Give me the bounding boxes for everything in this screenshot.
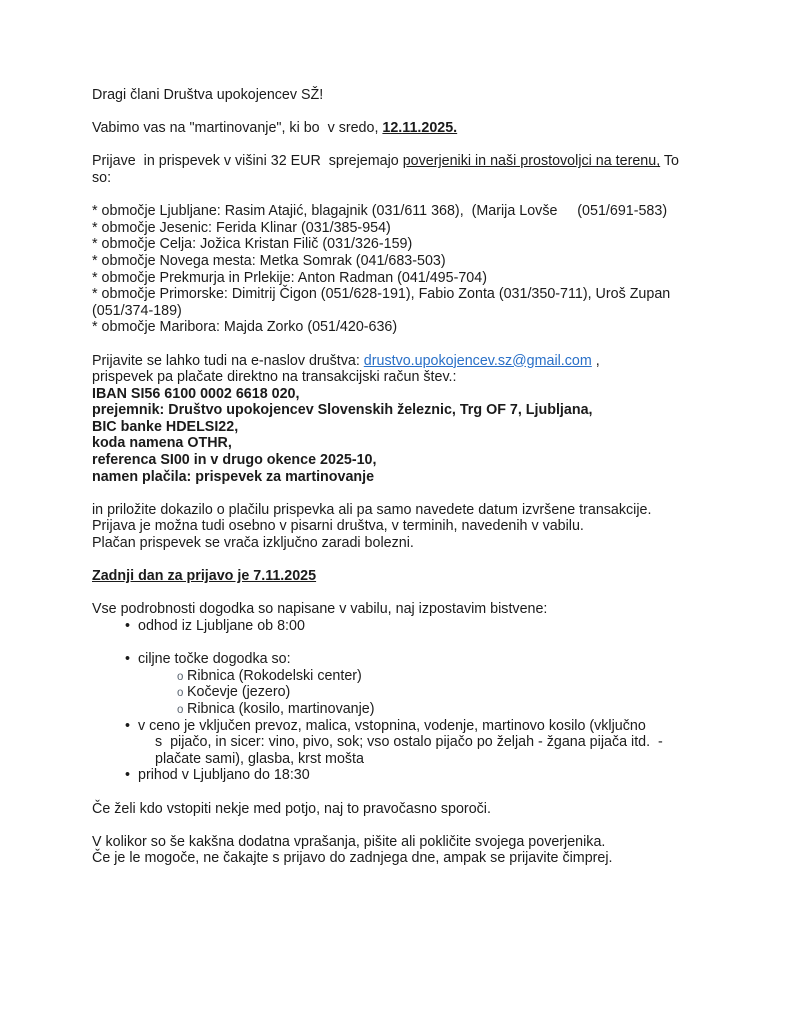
- bullet-icon: •: [125, 717, 131, 734]
- circle-bullet-icon: o: [177, 703, 184, 716]
- blank-line: [92, 104, 741, 121]
- text-segment: * območje Celja: Jožica Kristan Filič (031/326-159): [92, 236, 413, 253]
- text-segment: Vabimo vas na "martinovanje", ki bo v sredo,: [92, 120, 383, 137]
- text-segment: Ribnica (Rokodelski center): [187, 667, 362, 684]
- text-segment: Zadnji dan za prijavo je 7.11.2025: [92, 568, 317, 585]
- text-segment: Prijavite se lahko tudi na e-naslov društva:: [92, 352, 364, 369]
- proof-line: [92, 502, 741, 519]
- fee-line: [92, 153, 741, 170]
- text-segment: 12.11.2025.: [382, 120, 458, 137]
- text-segment: prihod v Ljubljano do 18:30: [138, 767, 310, 784]
- blank-line: [92, 817, 741, 834]
- blank-line: [92, 585, 741, 602]
- text-segment: V kolikor so še kakšna dodatna vprašanja, pišite ali pokličite svojega poverjenika.: [92, 833, 606, 850]
- office-signup-line: [92, 518, 741, 535]
- blank-line: [92, 635, 741, 652]
- text-segment: Ribnica (kosilo, martinovanje): [187, 700, 375, 717]
- bank-code-line: [92, 435, 741, 452]
- blank-line: [92, 137, 741, 154]
- text-segment: To: [660, 153, 679, 170]
- text-segment: koda namena OTHR,: [92, 435, 232, 452]
- sub-bullet-ribnica-kosilo: [92, 701, 741, 718]
- region-line-jesenice: [92, 220, 741, 237]
- text-segment: so:: [92, 169, 112, 186]
- text-segment: plačate sami), glasba, krst mošta: [155, 750, 364, 767]
- questions-line: [92, 834, 741, 851]
- text-segment: Če je le mogoče, ne čakajte s prijavo do zadnjega dne, ampak se prijavite čimprej.: [92, 850, 613, 867]
- text-segment: Prijava je možna tudi osebno v pisarni društva, v terminih, navedenih v vabilu.: [92, 518, 584, 535]
- bank-recipient-line: [92, 402, 741, 419]
- circle-bullet-icon: o: [177, 687, 184, 700]
- blank-line: [92, 187, 741, 204]
- region-line-maribor: [92, 319, 741, 336]
- text-segment: poverjeniki in naši prostovoljci na terenu,: [402, 153, 661, 170]
- bank-purpose-line: [92, 469, 741, 486]
- text-segment: ,: [591, 352, 600, 369]
- bullet-icon: •: [125, 767, 131, 784]
- blank-line: [92, 336, 741, 353]
- bullet-departure: [92, 618, 741, 635]
- bullet-destinations: [92, 651, 741, 668]
- blank-line: [92, 485, 741, 502]
- text-segment: * območje Prekmurja in Prlekije: Anton Radman (041/495-704): [92, 269, 487, 286]
- text-segment: * območje Primorske: Dimitrij Čigon (051/628-191), Fabio Zonta (031/350-711), Uroš Zupan: [92, 286, 671, 303]
- text-segment: prejemnik: Društvo upokojencev Slovenskih železnic, Trg OF 7, Ljubljana,: [92, 402, 593, 419]
- bullet-arrival: [92, 767, 741, 784]
- text-segment: Če želi kdo vstopiti nekje med potjo, naj to pravočasno sporoči.: [92, 800, 491, 817]
- text-segment: BIC banke HDELSI22,: [92, 418, 239, 435]
- invitation-line: [92, 120, 741, 137]
- region-line-primorska-wrap: [92, 303, 741, 320]
- text-segment: v ceno je vključen prevoz, malica, vstopnina, vodenje, martinovo kosilo (vključno: [138, 717, 646, 734]
- email-link[interactable]: drustvo.upokojencev.sz@gmail.com: [363, 352, 592, 369]
- circle-bullet-icon: o: [177, 670, 184, 683]
- sub-bullet-kocevje: [92, 684, 741, 701]
- region-line-primorska: [92, 286, 741, 303]
- signup-email-line: [92, 353, 741, 370]
- text-segment: * območje Maribora: Majda Zorko (051/420-636): [92, 319, 398, 336]
- fee-line-wrap: [92, 170, 741, 187]
- text-segment: odhod iz Ljubljane ob 8:00: [138, 618, 305, 634]
- text-segment: * območje Jesenic: Ferida Klinar (031/385-954): [92, 219, 391, 236]
- text-segment: Kočevje (jezero): [187, 684, 291, 701]
- blank-line: [92, 784, 741, 801]
- region-line-novo-mesto: [92, 253, 741, 270]
- text-segment: referenca SI00 in v drugo okence 2025-10,: [92, 452, 377, 469]
- text-segment: IBAN SI56 6100 0002 6618 020,: [92, 385, 300, 402]
- details-intro-line: [92, 601, 741, 618]
- text-segment: prispevek pa plačate direktno na transakcijski račun štev.:: [92, 369, 457, 386]
- text-segment: s pijačo, in sicer: vino, pivo, sok; vso ostalo pijačo po željah - žgana pijača itd. -: [155, 734, 663, 751]
- text-segment: Dragi člani Društva upokojencev SŽ!: [92, 87, 324, 103]
- document-body: [92, 87, 741, 867]
- region-line-celje: [92, 236, 741, 253]
- region-line-ljubljana: [92, 203, 741, 220]
- sub-bullet-ribnica-center: [92, 668, 741, 685]
- bullet-price-cont: [92, 734, 741, 751]
- text-segment: in priložite dokazilo o plačilu prispevka ali pa samo navedete datum izvršene transakcije.: [92, 501, 652, 518]
- text-segment: namen plačila: prispevek za martinovanje: [92, 468, 375, 485]
- bullet-price-cont: [92, 751, 741, 768]
- text-segment: (051/374-189): [92, 302, 182, 319]
- region-line-prekmurje: [92, 270, 741, 287]
- bank-reference-line: [92, 452, 741, 469]
- bullet-icon: •: [125, 618, 131, 634]
- boarding-line: [92, 801, 741, 818]
- text-segment: Plačan prispevek se vrača izključno zaradi bolezni.: [92, 535, 414, 552]
- bank-iban-line: [92, 386, 741, 403]
- text-segment: ciljne točke dogodka so:: [138, 651, 291, 668]
- blank-line: [92, 552, 741, 569]
- greeting-line: [92, 87, 741, 104]
- bullet-icon: •: [125, 651, 131, 668]
- text-segment: * območje Novega mesta: Metka Somrak (041/683-503): [92, 252, 446, 269]
- closing-line: [92, 850, 741, 867]
- signup-payment-line: [92, 369, 741, 386]
- bullet-price: [92, 718, 741, 735]
- deadline-line: [92, 568, 741, 585]
- text-segment: Vse podrobnosti dogodka so napisane v vabilu, naj izpostavim bistvene:: [92, 601, 548, 618]
- text-segment: Prijave in prispevek v višini 32 EUR sprejemajo: [92, 153, 403, 170]
- text-segment: * območje Ljubljane: Rasim Atajić, blagajnik (031/611 368), (Marija Lovše (051/691-583): [92, 203, 668, 220]
- bank-bic-line: [92, 419, 741, 436]
- refund-line: [92, 535, 741, 552]
